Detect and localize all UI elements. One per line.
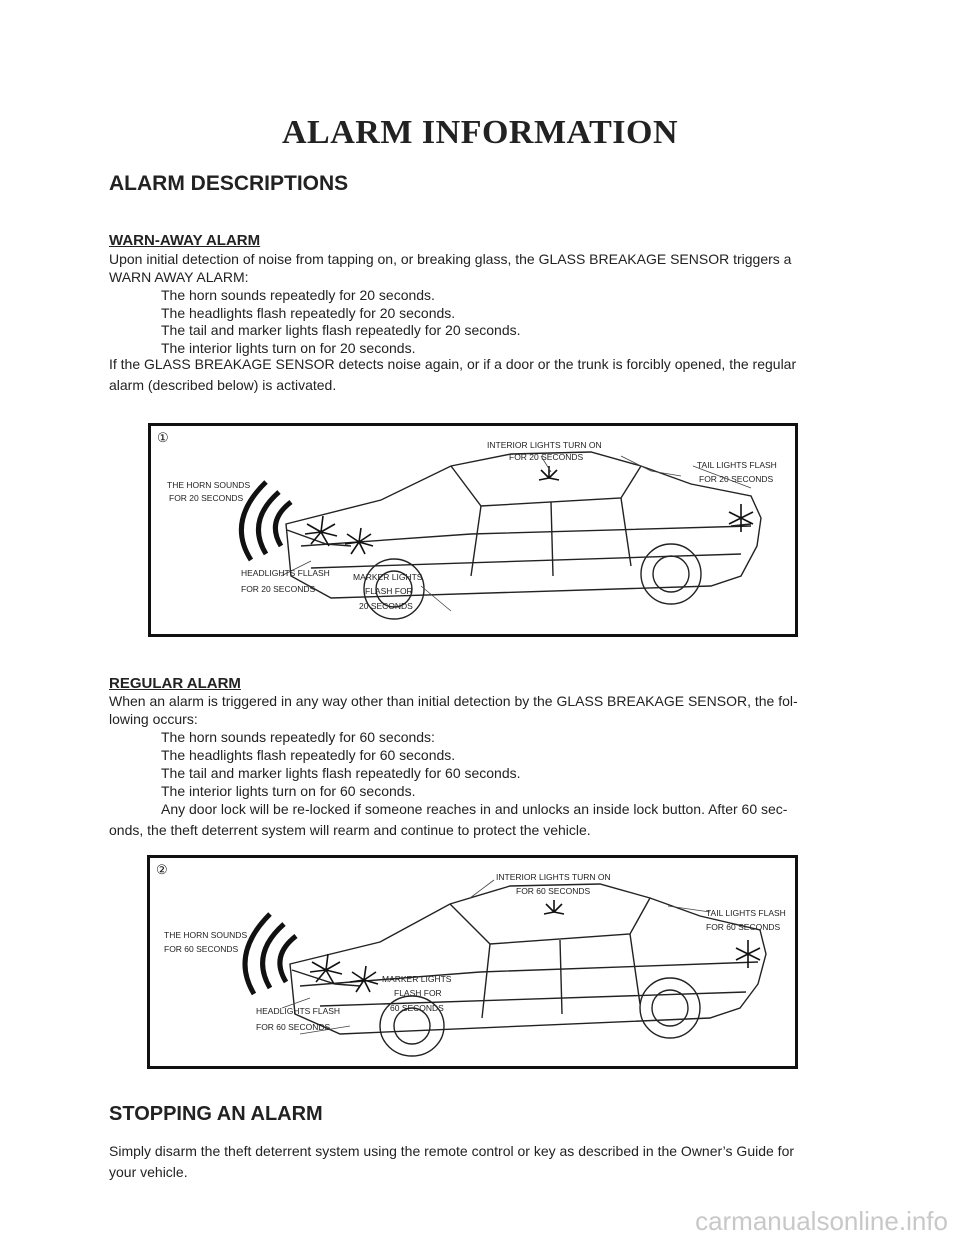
label-marker-line2: FLASH FOR	[394, 988, 442, 998]
label-horn-line1: THE HORN SOUNDS	[167, 480, 251, 490]
label-headlights-line1: HEADLIGHTS FLLASH	[241, 568, 330, 578]
label-headlights-line2: FOR 60 SECONDS	[256, 1022, 331, 1032]
stopping-line2: your vehicle.	[109, 1164, 188, 1180]
label-interior-line2: FOR 60 SECONDS	[516, 886, 591, 896]
regular-alarm-heading: REGULAR ALARM	[109, 675, 241, 692]
regular-item: The headlights flash repeatedly for 60 seconds.	[161, 747, 456, 763]
label-horn-line2: FOR 20 SECONDS	[169, 493, 244, 503]
horn-sound-waves	[241, 482, 291, 560]
page-title: ALARM INFORMATION	[281, 114, 678, 151]
regular-item: The interior lights turn on for 60 seconds.	[161, 783, 416, 799]
label-marker-line2: FLASH FOR	[365, 586, 413, 596]
warn-away-item: The headlights flash repeatedly for 20 seconds.	[161, 305, 456, 321]
callout-lines	[282, 880, 710, 1034]
car-illustration	[286, 452, 761, 619]
warn-away-item: The horn sounds repeatedly for 20 seconds.	[161, 287, 435, 303]
warn-away-intro-line1: Upon initial detection of noise from tapping on, or breaking glass, the GLASS BREAKAGE SENSOR triggers a	[109, 251, 792, 267]
watermark-text: carmanualsonline.info	[695, 1206, 948, 1236]
regular-item: Any door lock will be re-locked if someone reaches in and unlocks an inside lock button. After 60 sec-	[161, 801, 788, 817]
label-marker-line3: 20 SECONDS	[359, 601, 413, 611]
regular-item: The horn sounds repeatedly for 60 seconds:	[161, 729, 435, 745]
callout-lines	[281, 456, 751, 611]
figure-number: ①	[157, 430, 169, 445]
label-tail-line1: TAIL LIGHTS FLASH	[697, 460, 777, 470]
alarm-descriptions-heading: ALARM DESCRIPTIONS	[109, 172, 349, 195]
label-horn-line2: FOR 60 SECONDS	[164, 944, 239, 954]
label-tail-line2: FOR 60 SECONDS	[706, 922, 781, 932]
warn-away-outro-line2: alarm (described below) is activated.	[109, 377, 337, 393]
figure-number: ②	[156, 862, 168, 877]
figure-regular-alarm-illustration	[147, 855, 798, 1069]
regular-outro-line1: onds, the theft deterrent system will rearm and continue to protect the vehicle.	[109, 822, 591, 838]
label-marker-line3: 60 SECONDS	[390, 1003, 444, 1013]
label-interior-line1: INTERIOR LIGHTS TURN ON	[496, 872, 611, 882]
label-interior-line2: FOR 20 SECONDS	[509, 452, 584, 462]
label-marker-line1: MARKER LIGHTS	[382, 974, 452, 984]
label-horn-line1: THE HORN SOUNDS	[164, 930, 248, 940]
warn-away-item: The tail and marker lights flash repeatedly for 20 seconds.	[161, 322, 521, 338]
warn-away-item: The interior lights turn on for 20 seconds.	[161, 340, 416, 356]
regular-intro-line1: When an alarm is triggered in any way other than initial detection by the GLASS BREAKAGE SENSOR, the fol-	[109, 693, 798, 709]
warn-away-intro-line2: WARN AWAY ALARM:	[109, 269, 249, 285]
label-interior-line1: INTERIOR LIGHTS TURN ON	[487, 440, 602, 450]
stopping-alarm-heading: STOPPING AN ALARM	[109, 1103, 323, 1125]
label-marker-line1: MARKER LIGHTS	[353, 572, 423, 582]
label-tail-line2: FOR 20 SECONDS	[699, 474, 774, 484]
stopping-line1: Simply disarm the theft deterrent system using the remote control or key as described in the Owner’s Guide for	[109, 1143, 795, 1159]
regular-intro-line2: lowing occurs:	[109, 711, 198, 727]
label-headlights-line2: FOR 20 SECONDS	[241, 584, 316, 594]
label-tail-line1: TAIL LIGHTS FLASH	[706, 908, 786, 918]
warn-away-heading: WARN-AWAY ALARM	[109, 232, 261, 249]
horn-sound-waves	[245, 914, 296, 994]
label-headlights-line1: HEADLIGHTS FLASH	[256, 1006, 341, 1016]
warn-away-outro-line1: If the GLASS BREAKAGE SENSOR detects noise again, or if a door or the trunk is forcibly opened, the regular	[109, 356, 797, 372]
figure-warn-away-illustration	[148, 423, 798, 637]
regular-item: The tail and marker lights flash repeatedly for 60 seconds.	[161, 765, 521, 781]
